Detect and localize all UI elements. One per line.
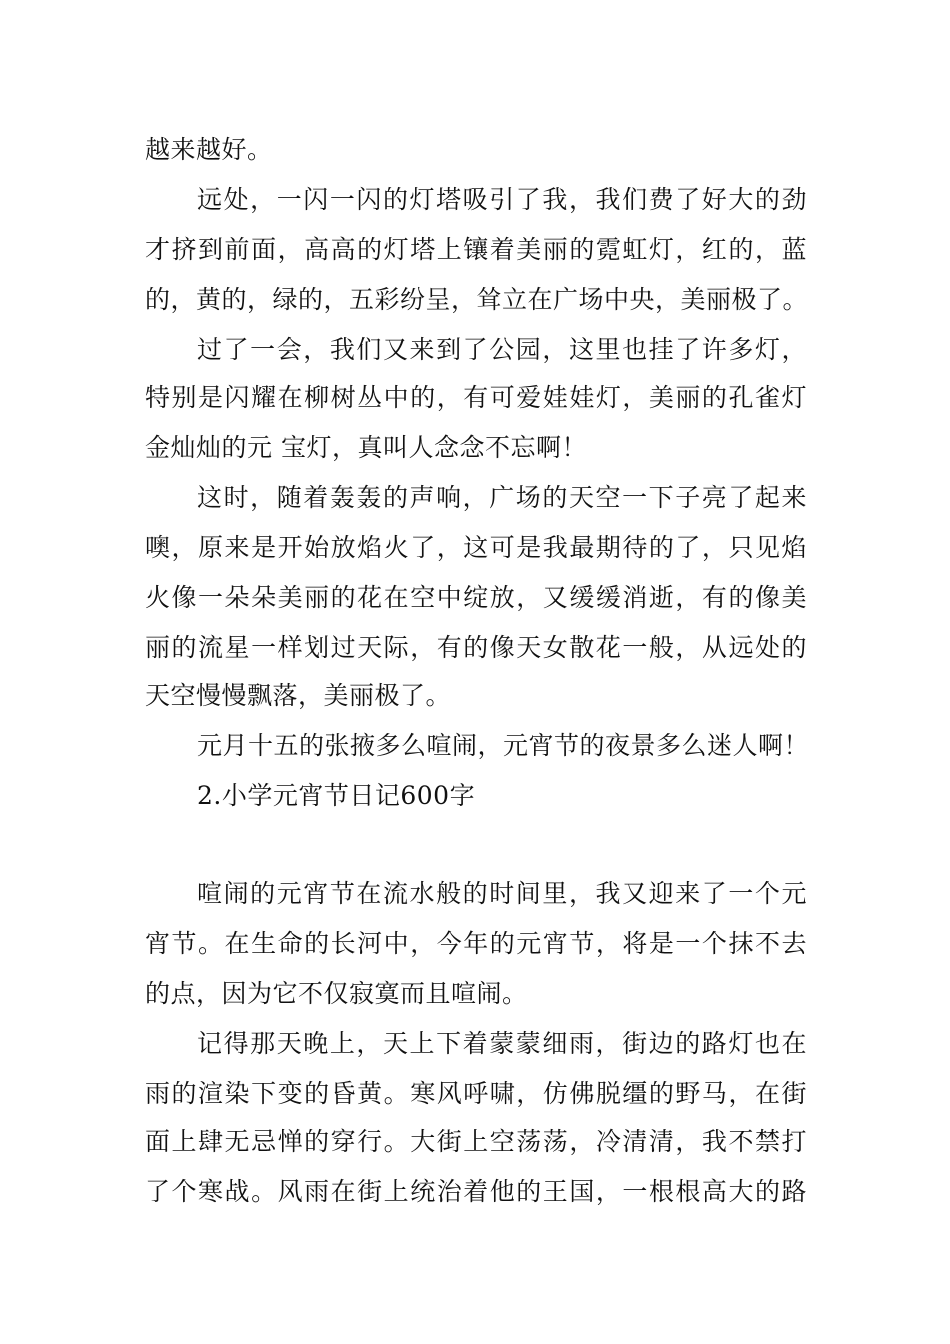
section-heading: 2.小学元宵节日记600字 <box>197 781 476 810</box>
text-line: 的，黄的，绿的，五彩纷呈，耸立在广场中央，美丽极了。 <box>145 285 809 314</box>
text-line: 特别是闪耀在柳树丛中的，有可爱娃娃灯，美丽的孔雀灯 <box>145 383 807 412</box>
text-line: 丽的流星一样划过天际，有的像天女散花一般，从远处的 <box>145 633 807 662</box>
text-line: 雨的渲染下变的昏黄。寒风呼啸，仿佛脱缰的野马，在街 <box>145 1079 807 1108</box>
paragraph-line: 过了一会，我们又来到了公园，这里也挂了许多灯， <box>197 335 807 364</box>
paragraph-line: 这时，随着轰轰的声响，广场的天空一下子亮了起来 <box>197 483 807 512</box>
text-line: 噢，原来是开始放焰火了，这可是我最期待的了，只见焰 <box>145 533 807 562</box>
paragraph-line: 记得那天晚上，天上下着蒙蒙细雨，街边的路灯也在 <box>197 1029 807 1058</box>
text-line: 火像一朵朵美丽的花在空中绽放，又缓缓消逝，有的像美 <box>145 583 807 612</box>
text-line: 了个寒战。风雨在街上统治着他的王国，一根根高大的路 <box>145 1177 807 1206</box>
text-line: 天空慢慢飘落，美丽极了。 <box>145 681 452 710</box>
text-line: 才挤到前面，高高的灯塔上镶着美丽的霓虹灯，红的，蓝 <box>145 235 807 264</box>
text-line: 金灿灿的元 宝灯，真叫人念念不忘啊！ <box>145 433 587 462</box>
text-line: 越来越好。 <box>145 135 273 164</box>
text-line: 面上肆无忌惮的穿行。大街上空荡荡，冷清清，我不禁打 <box>145 1127 807 1156</box>
text-line: 的点，因为它不仅寂寞而且喧闹。 <box>145 979 528 1008</box>
paragraph-line: 远处，一闪一闪的灯塔吸引了我，我们费了好大的劲 <box>197 185 807 214</box>
text-line: 宵节。在生命的长河中，今年的元宵节，将是一个抹不去 <box>145 929 807 958</box>
paragraph-line: 喧闹的元宵节在流水般的时间里，我又迎来了一个元 <box>197 879 807 908</box>
paragraph-line: 元月十五的张掖多么喧闹，元宵节的夜景多么迷人啊！ <box>197 731 810 760</box>
